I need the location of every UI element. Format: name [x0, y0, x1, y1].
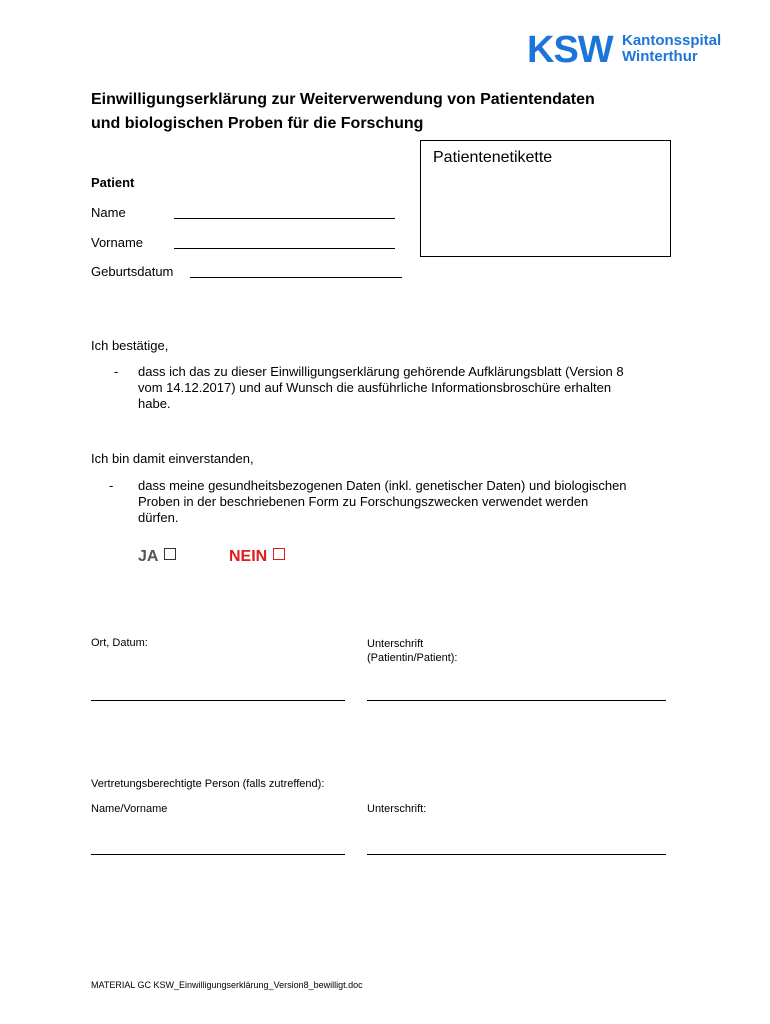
- consent-line3: dürfen.: [138, 510, 179, 525]
- geburtsdatum-label: Geburtsdatum: [91, 264, 174, 279]
- consent-bullet: -: [109, 478, 114, 493]
- logo-name-line1: Kantonsspital: [622, 32, 722, 49]
- nein-label: NEIN: [229, 548, 268, 565]
- consent-text: [138, 478, 698, 526]
- name-field[interactable]: [174, 218, 395, 219]
- representative-heading: Vertretungsberechtigte Person (falls zutreffend):: [91, 778, 325, 790]
- confirm-text: [138, 364, 698, 412]
- ja-label: JA: [138, 548, 159, 565]
- geburtsdatum-field[interactable]: [190, 277, 402, 278]
- logo-brand: KSW: [527, 29, 613, 71]
- document-title: [91, 88, 691, 136]
- ja-checkbox[interactable]: [164, 548, 176, 560]
- title-line1: Einwilligungserklärung zur Weiterverwendung von Patientendaten: [91, 91, 595, 108]
- confirm-line2: vom 14.12.2017) und auf Wunsch die ausführliche Informationsbroschüre erhalten: [138, 380, 612, 395]
- representative-name-label: Name/Vorname: [91, 803, 168, 815]
- nein-option[interactable]: [229, 548, 285, 566]
- patient-label-box-text: Patientenetikette: [433, 149, 553, 166]
- unterschrift-line2: (Patientin/Patient):: [367, 652, 458, 664]
- representative-name-field[interactable]: [91, 854, 345, 855]
- logo-name-line2: Winterthur: [622, 48, 698, 65]
- consent-line1: dass meine gesundheitsbezogenen Daten (inkl. genetischer Daten) und biologischen: [138, 478, 627, 493]
- unterschrift-field[interactable]: [367, 700, 666, 701]
- confirm-intro: Ich bestätige,: [91, 338, 169, 353]
- ort-datum-label: Ort, Datum:: [91, 637, 148, 649]
- unterschrift-label: [367, 637, 458, 665]
- logo-name: [622, 33, 721, 65]
- consent-line2: Proben in der beschriebenen Form zu Forschungszwecken verwendet werden: [138, 494, 589, 509]
- consent-intro: Ich bin damit einverstanden,: [91, 451, 254, 466]
- confirm-line1: dass ich das zu dieser Einwilligungserklärung gehörende Aufklärungsblatt (Version 8: [138, 364, 624, 379]
- ja-option[interactable]: [138, 548, 176, 566]
- ort-datum-field[interactable]: [91, 700, 345, 701]
- unterschrift-line1: Unterschrift: [367, 638, 424, 650]
- confirm-bullet: -: [114, 364, 119, 379]
- patient-heading: Patient: [91, 175, 135, 190]
- footer-filename: MATERIAL GC KSW_Einwilligungserklärung_Version8_bewilligt.doc: [91, 980, 363, 990]
- name-label: Name: [91, 205, 126, 220]
- confirm-line3: habe.: [138, 396, 171, 411]
- title-line2: und biologischen Proben für die Forschung: [91, 115, 424, 132]
- vorname-label: Vorname: [91, 235, 144, 250]
- representative-unterschrift-label: Unterschrift:: [367, 803, 427, 815]
- patient-label-box: [420, 140, 671, 257]
- representative-unterschrift-field[interactable]: [367, 854, 666, 855]
- nein-checkbox[interactable]: [273, 548, 285, 560]
- vorname-field[interactable]: [174, 248, 395, 249]
